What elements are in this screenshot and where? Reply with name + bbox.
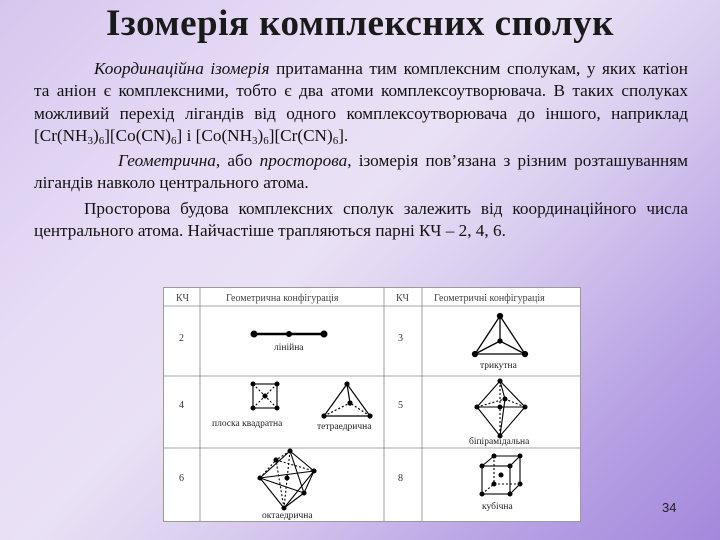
- paragraph1-conj: і: [182, 125, 196, 145]
- paragraph2-text: , ізомерія пов’язана з різним розташуванням лігандів навколо центрального атома.: [34, 151, 688, 193]
- body-text: [34, 58, 688, 242]
- cn-3: 3: [398, 333, 403, 344]
- octahedral-shape: [258, 449, 316, 510]
- bipyramidal-shape: [475, 379, 527, 438]
- linear-shape: [251, 331, 328, 338]
- slide-title: Ізомерія комплексних сполук: [106, 3, 614, 44]
- label-linear: лінійна: [274, 343, 304, 353]
- geometry-table: [163, 287, 581, 522]
- cn-4: 4: [179, 400, 184, 411]
- cn-2: 2: [179, 333, 184, 344]
- term-spatial: просторова: [259, 151, 348, 171]
- formula-2: $[Co(NH_3)_6][Cr(CN)_6]$.: [195, 125, 349, 147]
- label-trigonal: трикутна: [480, 361, 517, 371]
- label-tetrahedral: тетраедрична: [317, 422, 372, 432]
- tetrahedral-shape: [322, 382, 372, 418]
- geometry-table-figure: [164, 288, 580, 521]
- label-square-planar: плоска квадратна: [212, 419, 283, 429]
- label-cubic: кубічна: [482, 502, 513, 512]
- paragraph2-mid: , або: [215, 151, 260, 171]
- label-octahedral: октаедрична: [262, 511, 313, 521]
- paragraph-spatial-structure: Просторова будова комплексних сполук залежить від координаційного числа центрального атома. Найчастіше трапляються парні КЧ – 2, 4, 6.: [34, 198, 688, 241]
- paragraph-geometric-isomerism: [34, 150, 688, 195]
- cubic-shape: [480, 454, 522, 496]
- header-cn-left: КЧ: [176, 293, 190, 304]
- header-config-left: Геометрична конфігурація: [226, 293, 339, 304]
- paragraph-coordination-isomerism: [34, 58, 688, 147]
- cn-5: 5: [398, 400, 403, 411]
- cn-6: 6: [179, 473, 184, 484]
- square-planar-shape: [251, 382, 279, 410]
- header-cn-right: КЧ: [396, 293, 410, 304]
- term-coordination-isomerism: Координаційна ізомерія: [94, 59, 270, 78]
- paragraph1-text: притаманна тим комплексним сполукам, у яких катіон та аніон є комплексними, тобто є два атоми комплексоутворювача. В таких сполуках можливий перехід лігандів від одного комплексоутворювача до іншого, наприклад: [34, 59, 688, 123]
- header-config-right: Геометричні конфігурація: [434, 293, 545, 304]
- trigonal-shape: [473, 314, 528, 357]
- page-number: 34: [662, 500, 677, 515]
- term-geometric: Геометрична: [118, 151, 216, 171]
- cn-8: 8: [398, 473, 403, 484]
- label-bipyramidal: біпірамідальна: [469, 437, 530, 447]
- formula-1: $[Cr(NH_3)_6][Co(CN)_6]$: [34, 125, 183, 147]
